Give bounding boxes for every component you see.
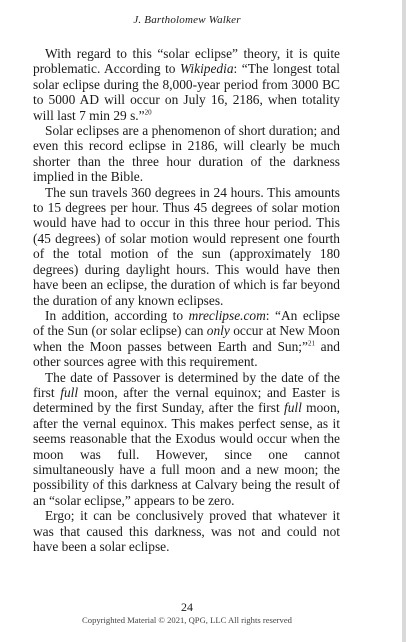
quote-text: occur at New Moon when the Moon passes between Earth and Sun;” <box>33 323 340 354</box>
paragraph-conclusion <box>33 508 340 554</box>
footnote-marker: 20 <box>144 108 152 117</box>
paragraph-text: The sun travels 360 degrees in 24 hours. This amounts to 15 degrees per hour. Thus 45 degrees of solar motion would have had to occur in this three hour period. This (45 degrees) of solar motion would represent one fourth of the total motion of the sun (approximately 180 degrees) during daylight hours. This would have then have been an eclipse, the duration of which is far beyond the duration of any known eclipses. <box>33 184 340 308</box>
emphasis-source: Wikipedia <box>179 61 234 77</box>
emphasis-source: mreclipse.com <box>188 307 266 323</box>
emphasis-word: full <box>284 400 302 416</box>
paragraph-text: moon, after the vernal equinox; and Easter is determined by the first Sunday, after the first <box>33 384 340 416</box>
footnote-marker: 21 <box>307 339 315 348</box>
quote-text: : “The longest total solar eclipse during the 8,000-year period from 3000 BC to 5000 AD will occur on July 16, 2186, when totality will last 7 min 29 s.” <box>33 61 340 123</box>
page-edge <box>402 0 406 642</box>
paragraph-short-duration <box>33 123 340 185</box>
page-number: 24 <box>181 600 193 614</box>
quote-text: : “An eclipse of the Sun (or solar eclipse) can <box>33 307 340 339</box>
paragraph-passover-date <box>33 370 340 509</box>
paragraph-new-moon-requirement <box>33 308 340 370</box>
emphasis-word: only <box>206 323 230 339</box>
paragraph-solar-eclipse-theory <box>33 46 340 123</box>
paragraph-text: The date of Passover is determined by the date of the first <box>33 369 340 400</box>
emphasis-word: full <box>60 384 79 400</box>
paragraph-text: and other sources agree with this requirement. <box>33 338 340 370</box>
running-head: J. Bartholomew Walker <box>133 14 241 26</box>
paragraph-text: With regard to this “solar eclipse” theory, it is quite problematic. According to <box>33 46 340 77</box>
body-text <box>33 46 340 554</box>
paragraph-text: Solar eclipses are a phenomenon of short duration; and even this record eclipse in 2186, will clearly be much shorter than the three hour duration of the darkness implied in the Bible. <box>33 123 340 185</box>
copyright-notice: Copyrighted Material © 2021, QPG, LLC All rights reserved <box>82 615 292 625</box>
paragraph-text: moon, after the vernal equinox. This makes perfect sense, as it seems reasonable that the Exodus would occur when the moon was full. However, since one cannot simultaneously have a full moon and a new moon; the possibility of this darkness at Calvary being the result of an “solar eclipse,” appears to be zero. <box>33 400 341 508</box>
paragraph-text: Ergo; it can be conclusively proved that whatever it was that caused this darkness, was not and could not have been a solar eclipse. <box>33 508 340 554</box>
paragraph-text: In addition, according to <box>45 307 189 323</box>
paragraph-sun-motion <box>33 185 340 308</box>
